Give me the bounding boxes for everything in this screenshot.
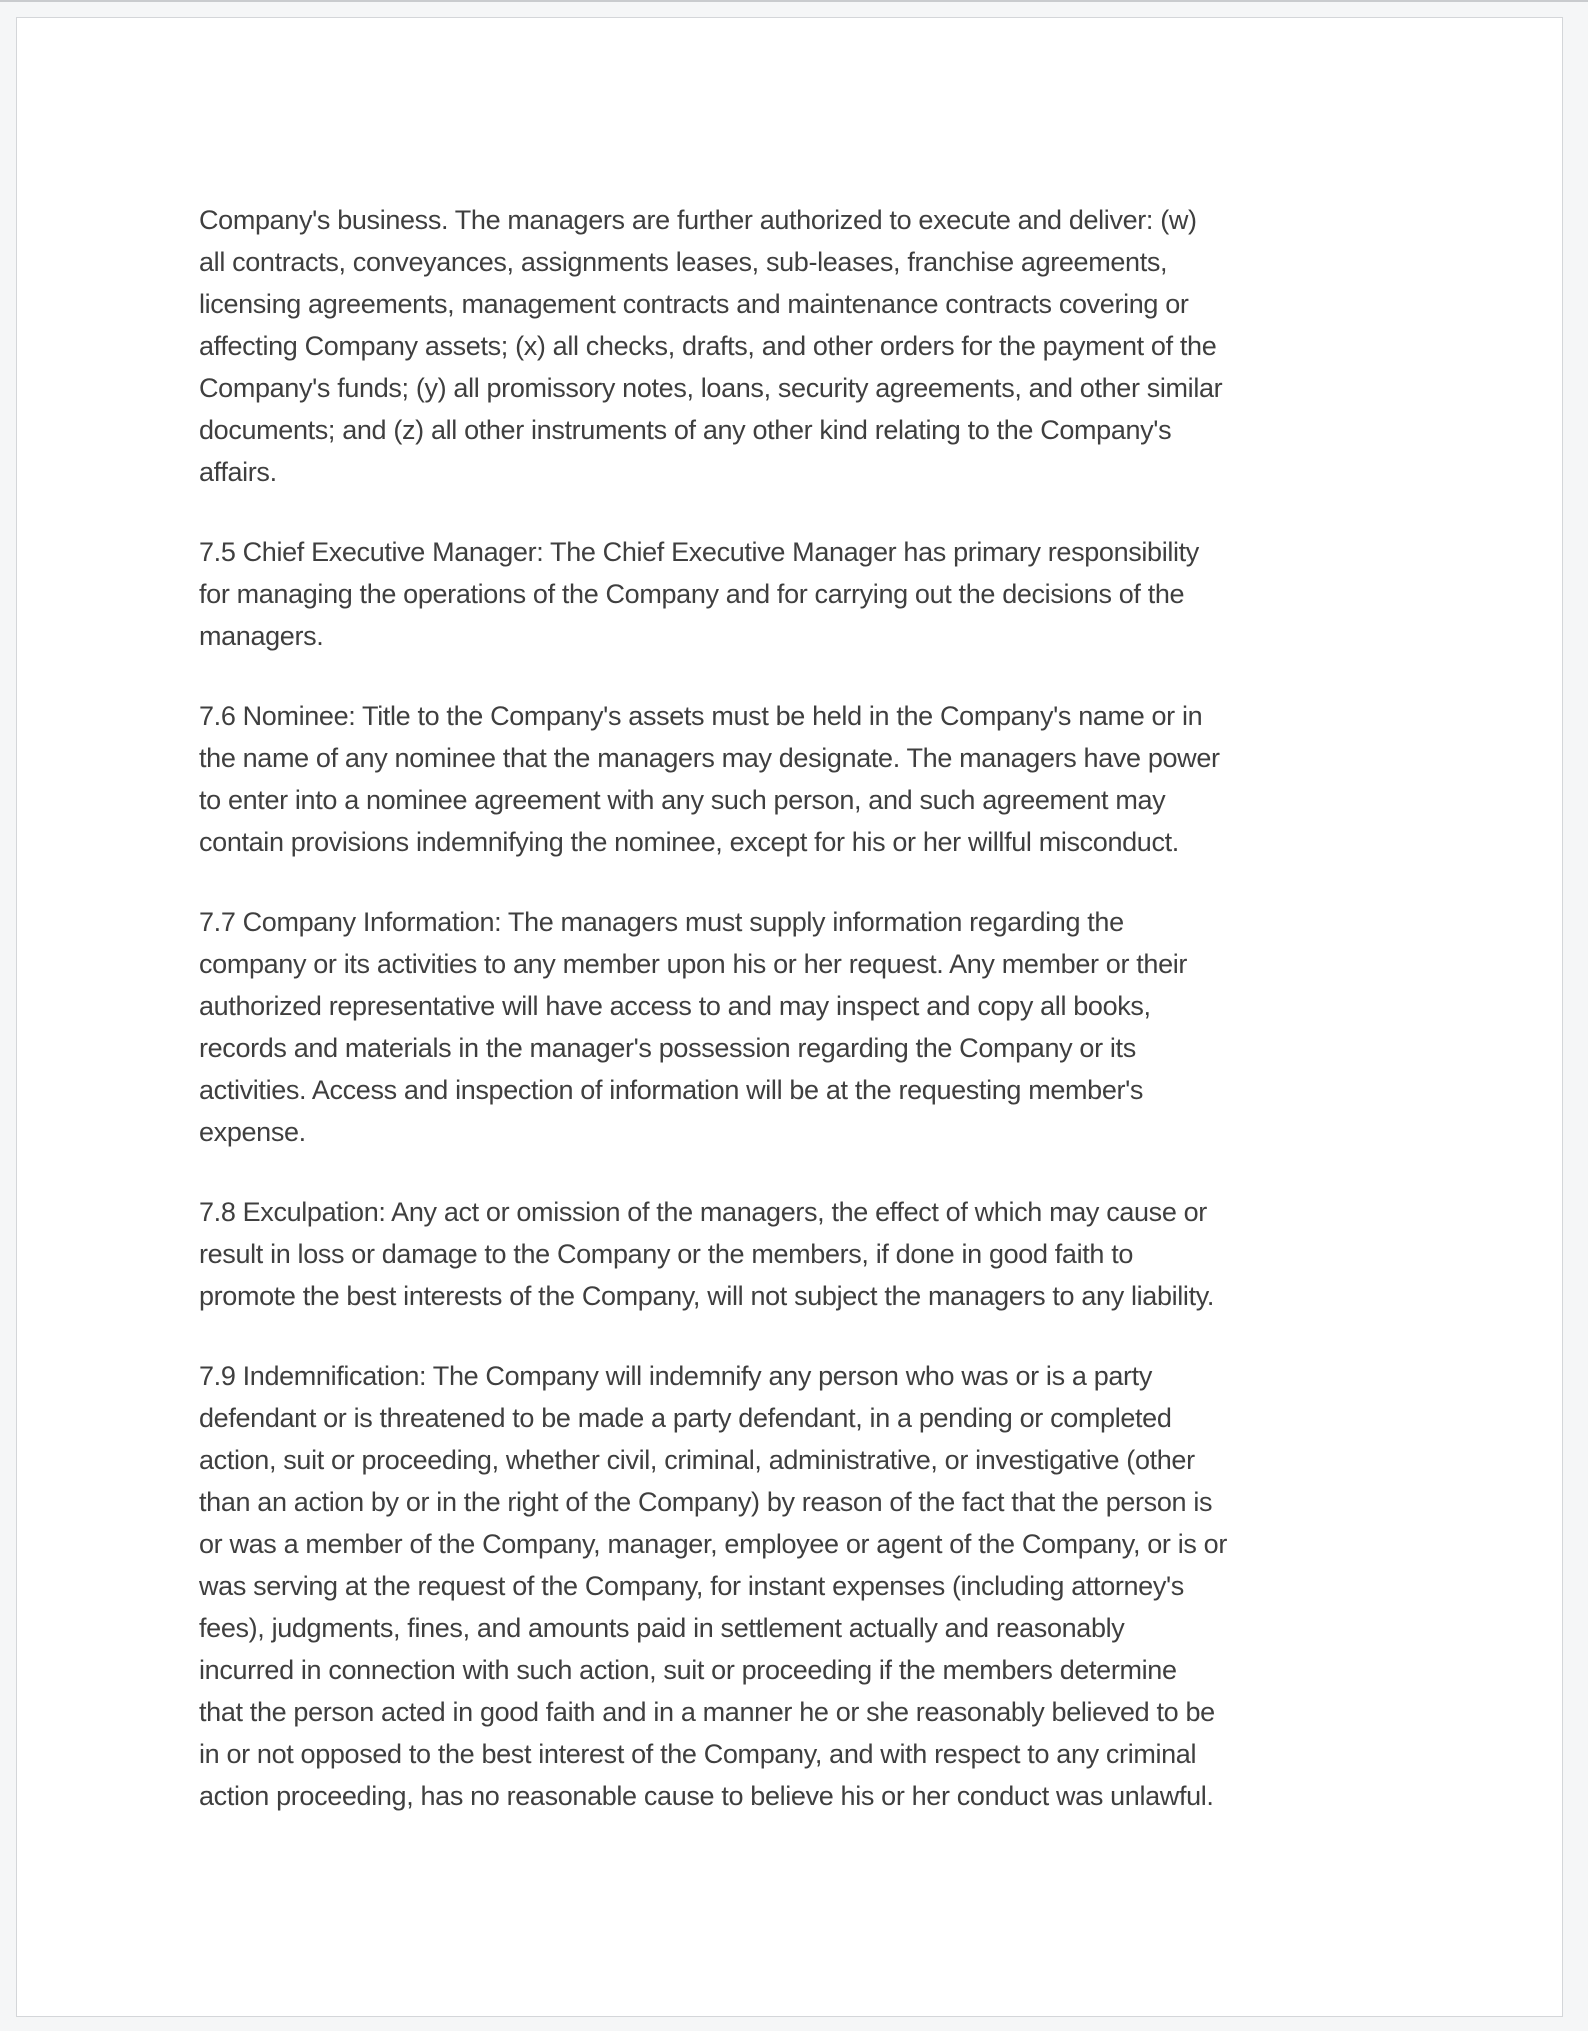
paragraph: [199, 1191, 1227, 1317]
text-line: promote the best interests of the Company, will not subject the managers to any liability.: [199, 1281, 1215, 1311]
text-line: affairs.: [199, 457, 277, 487]
text-line: action proceeding, has no reasonable cause to believe his or her conduct was unlawful.: [199, 1781, 1214, 1811]
text-line: documents; and (z) all other instruments of any other kind relating to the Company's: [199, 415, 1172, 445]
text-line: action, suit or proceeding, whether civil, criminal, administrative, or investigative (other: [199, 1445, 1195, 1475]
top-divider: [0, 0, 1588, 2]
text-line: activities. Access and inspection of information will be at the requesting member's: [199, 1075, 1144, 1105]
text-line: fees), judgments, fines, and amounts paid in settlement actually and reasonably: [199, 1613, 1125, 1643]
text-line: incurred in connection with such action, suit or proceeding if the members determine: [199, 1655, 1177, 1685]
text-line: for managing the operations of the Company and for carrying out the decisions of the: [199, 579, 1185, 609]
text-line: Company's business. The managers are further authorized to execute and deliver: (w): [199, 205, 1197, 235]
text-line: 7.8 Exculpation: Any act or omission of the managers, the effect of which may cause or: [199, 1197, 1207, 1227]
text-line: 7.7 Company Information: The managers must supply information regarding the: [199, 907, 1124, 937]
text-line: managers.: [199, 621, 324, 651]
text-line: 7.5 Chief Executive Manager: The Chief Executive Manager has primary responsibility: [199, 537, 1199, 567]
text-line: all contracts, conveyances, assignments leases, sub-leases, franchise agreements,: [199, 247, 1168, 277]
text-line: licensing agreements, management contracts and maintenance contracts covering or: [199, 289, 1189, 319]
paragraph: [199, 1355, 1227, 1817]
text-line: affecting Company assets; (x) all checks, drafts, and other orders for the payment of the: [199, 331, 1217, 361]
document-page: [16, 17, 1563, 2017]
text-line: in or not opposed to the best interest of the Company, and with respect to any criminal: [199, 1739, 1197, 1769]
text-line: 7.6 Nominee: Title to the Company's assets must be held in the Company's name or in: [199, 701, 1203, 731]
text-line: Company's funds; (y) all promissory notes, loans, security agreements, and other similar: [199, 373, 1223, 403]
text-line: records and materials in the manager's possession regarding the Company or its: [199, 1033, 1136, 1063]
text-line: that the person acted in good faith and in a manner he or she reasonably believed to be: [199, 1697, 1215, 1727]
text-line: or was a member of the Company, manager, employee or agent of the Company, or is or: [199, 1529, 1227, 1559]
text-line: result in loss or damage to the Company or the members, if done in good faith to: [199, 1239, 1134, 1269]
text-line: expense.: [199, 1117, 306, 1147]
text-line: 7.9 Indemnification: The Company will indemnify any person who was or is a party: [199, 1361, 1152, 1391]
text-line: than an action by or in the right of the Company) by reason of the fact that the person is: [199, 1487, 1213, 1517]
paragraph: [199, 695, 1227, 863]
text-line: was serving at the request of the Company, for instant expenses (including attorney's: [199, 1571, 1184, 1601]
text-line: contain provisions indemnifying the nominee, except for his or her willful misconduct.: [199, 827, 1179, 857]
paragraph: [199, 199, 1227, 493]
text-line: defendant or is threatened to be made a party defendant, in a pending or completed: [199, 1403, 1172, 1433]
text-line: authorized representative will have access to and may inspect and copy all books,: [199, 991, 1151, 1021]
paragraph: [199, 901, 1227, 1153]
text-line: company or its activities to any member upon his or her request. Any member or their: [199, 949, 1188, 979]
document-body: [199, 199, 1227, 1855]
text-line: the name of any nominee that the managers may designate. The managers have power: [199, 743, 1220, 773]
text-line: to enter into a nominee agreement with any such person, and such agreement may: [199, 785, 1166, 815]
paragraph: [199, 531, 1227, 657]
